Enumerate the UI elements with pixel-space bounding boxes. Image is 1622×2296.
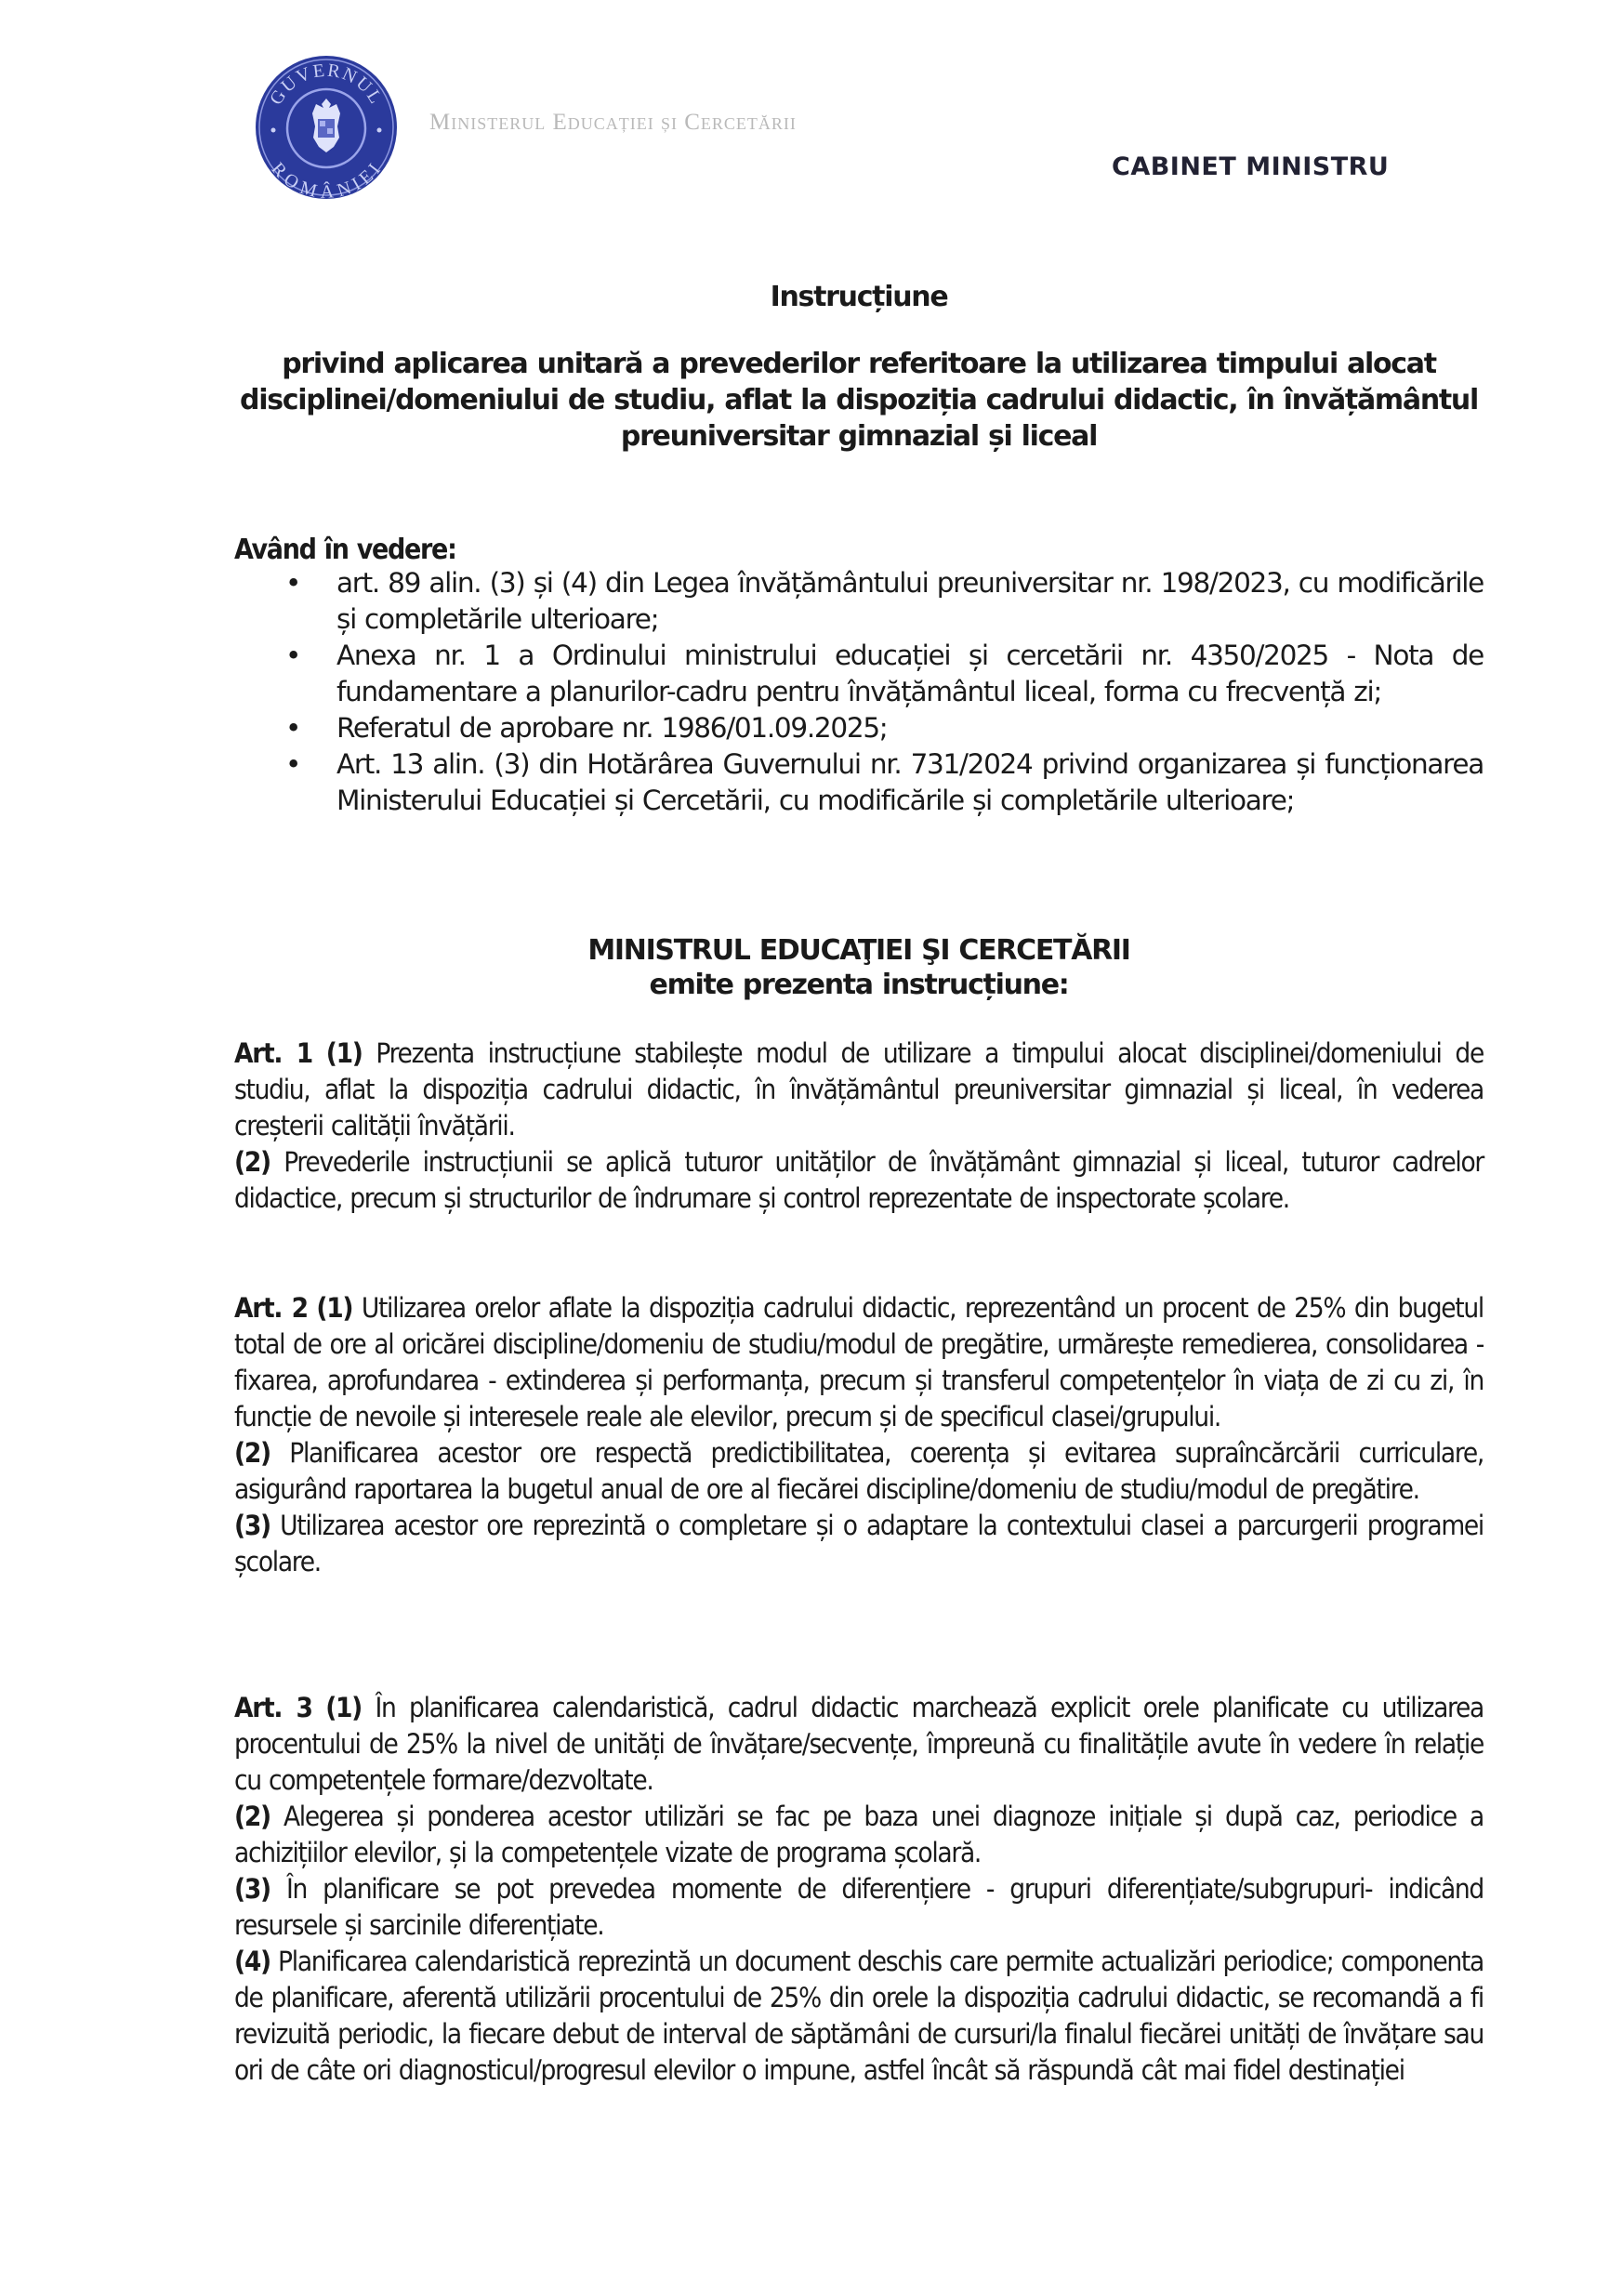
article-label: Art. 2 xyxy=(234,1292,308,1324)
bullet-icon: • xyxy=(285,748,301,780)
article-paragraph: (2) Prevederile instrucțiunii se aplică tuturor unităților de învățământ gimnazial și liceal, tuturor cadrelor didactice, precum și structurilor de îndrumare și control reprezentate de inspectorate școlare. xyxy=(234,1146,1484,1214)
article-label: Art. 1 xyxy=(234,1037,312,1069)
issuer-block xyxy=(234,933,1484,1002)
article-paragraph: (3) În planificare se pot prevedea momente de diferențiere - grupuri diferențiate/subgrupuri- indicând resursele și sarcinile diferențiate. xyxy=(234,1873,1484,1941)
subtitle-line: privind aplicarea unitară a prevederilor referitoare la utilizarea timpului alocat xyxy=(282,348,1436,380)
article-paragraph: Art. 1 (1) Prezenta instrucțiune stabilește modul de utilizare a timpului alocat disciplinei/domeniului de studiu, aflat la dispoziția cadrului didactic, în învățământul preuniversitar gimnazial și liceal, în vederea creșterii calității învățării. xyxy=(234,1037,1484,1141)
issuer-name: MINISTRUL EDUCAŢIEI ŞI CERCETĂRII xyxy=(587,934,1130,967)
article-paragraph: (3) Utilizarea acestor ore reprezintă o completare și o adaptare la contextului clasei a parcurgerii programei școlare. xyxy=(234,1510,1484,1577)
article-label: Art. 3 xyxy=(234,1692,312,1723)
preamble-lead: Având în vedere: xyxy=(234,534,456,566)
article-paragraph: Art. 2 (1) Utilizarea orelor aflate la dispoziția cadrului didactic, reprezentând un procent de 25% din bugetul total de ore al oricărei discipline/domeniu de studiu/modul de pregătire, urmărește remedierea, consolidarea - fixarea, aprofundarea - extinderea și performanța, precum și transferul competențelor în viața de zi cu zi, în funcție de nevoile și interesele reale ale elevilor, precum și de specificul clasei/grupului. xyxy=(234,1292,1484,1432)
preamble-item: • Referatul de aprobare nr. 1986/01.09.2025; xyxy=(234,710,1484,746)
bullet-icon: • xyxy=(285,640,301,671)
ministry-name: Ministerul Educației și Cercetării xyxy=(429,110,797,135)
preamble-list xyxy=(234,565,1484,819)
department-label: CABINET MINISTRU xyxy=(1112,152,1390,181)
article-paragraph: (2) Planificarea acestor ore respectă predictibilitatea, coerența și evitarea supraîncărcării curriculare, asigurând raportarea la bugetul anual de ore al fiecărei discipline/domeniu de studiu/modul de pregătire. xyxy=(234,1437,1484,1505)
article-paragraph: (4) Planificarea calendaristică reprezintă un document deschis care permite actualizări periodice; componenta de planificare, aferentă utilizării procentului de 25% din orele la dispoziția cadrului didactic, se recomandă a fi revizuită periodic, la fiecare debut de interval de săptămâni de cursuri/la finalul fiecărei unități de învățare sau ori de câte ori diagnosticul/progresul elevilor o impune, astfel încât să răspundă cât mai fidel destinației xyxy=(234,1946,1484,2086)
article-1 xyxy=(234,1036,1484,1217)
article-paragraph: Art. 3 (1) În planificarea calendaristică, cadrul didactic marchează explicit orele planificate cu utilizarea procentului de 25% la nivel de unități de învățare/secvențe, împreună cu finalitățile avute în vedere în relație cu competențele formare/dezvoltate. xyxy=(234,1692,1484,1796)
article-3 xyxy=(234,1690,1484,2089)
preamble-item: • Anexa nr. 1 a Ordinului ministrului educației și cercetării nr. 4350/2025 - Nota de fundamentare a planurilor-cadru pentru învățământul liceal, forma cu frecvență zi; xyxy=(285,640,1484,707)
article-paragraph: (2) Alegerea și ponderea acestor utilizări se fac pe baza unei diagnoze inițiale și după caz, periodice a achizițiilor elevilor, și la competențele vizate de programa școlară. xyxy=(234,1801,1484,1868)
svg-text:ROMÂNIEI: ROMÂNIEI xyxy=(267,158,387,201)
svg-text:GUVERNUL: GUVERNUL xyxy=(266,59,388,109)
bullet-icon: • xyxy=(285,712,301,744)
preamble-item: • art. 89 alin. (3) și (4) din Legea învățământului preuniversitar nr. 198/2023, cu modificările și completările ulterioare; xyxy=(285,567,1484,635)
bullet-icon: • xyxy=(285,567,301,599)
government-seal-icon xyxy=(253,54,400,201)
document-subtitle xyxy=(234,346,1484,455)
issuer-action: emite prezenta instrucțiune: xyxy=(649,969,1069,1001)
subtitle-line: disciplinei/domeniului de studiu, aflat la dispoziția cadrului didactic, în învățământul xyxy=(240,384,1478,416)
article-2 xyxy=(234,1290,1484,1580)
preamble-item: • Art. 13 alin. (3) din Hotărârea Guvernului nr. 731/2024 privind organizarea și funcționarea Ministerului Educației și Cercetării, cu modificările și completările ulterioare; xyxy=(285,748,1484,816)
subtitle-line: preuniversitar gimnazial și liceal xyxy=(620,420,1098,453)
document-title: Instrucțiune xyxy=(770,281,948,313)
